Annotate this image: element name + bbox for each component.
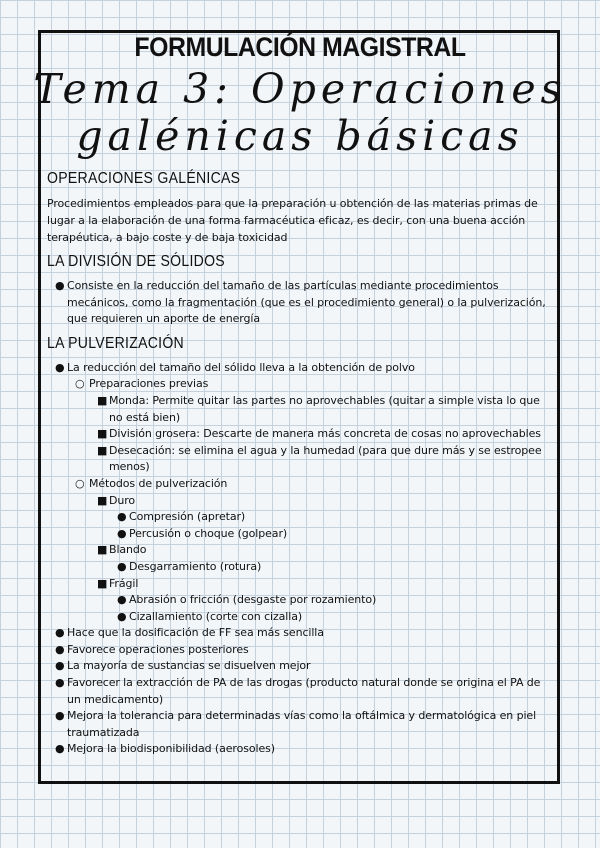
list-item: ○ Métodos de pulverización bbox=[47, 476, 552, 493]
course-title: FORMULACIÓN MAGISTRAL bbox=[134, 32, 466, 62]
section-operaciones-galenicas bbox=[47, 167, 552, 246]
bullet-disc-icon: ● bbox=[55, 642, 65, 656]
list-item: ■ División grosera: Descarte de manera más concreta de cosas no aprovechables bbox=[47, 426, 552, 443]
list-item: ● La reducción del tamaño del sólido lleva a la obtención de polvo bbox=[47, 360, 552, 377]
list-item: ● La mayoría de sustancias se disuelven mejor bbox=[47, 658, 552, 675]
section-division-solidos bbox=[47, 250, 552, 328]
list-item: ● Cizallamiento (corte con cizalla) bbox=[47, 609, 552, 626]
bullet-square-icon: ■ bbox=[97, 543, 108, 557]
list-item: ● Compresión (apretar) bbox=[47, 509, 552, 526]
topic-title-line-2: galénicas básicas bbox=[76, 112, 524, 160]
list-item: ● Desgarramiento (rotura) bbox=[47, 559, 552, 576]
list-item: ■ Desecación: se elimina el agua y la humedad (para que dure más y se estropee menos) bbox=[97, 443, 542, 474]
bullet-disc-icon: ● bbox=[55, 626, 65, 640]
list-item: ● Favorecer la extracción de PA de las drogas (producto natural donde se origina el PA de un medicamento) bbox=[55, 676, 541, 706]
section-pulverizacion bbox=[47, 332, 552, 758]
list-item: ● Consiste en la reducción del tamaño de las partículas mediante procedimientos mecánicos, como la fragmentación (que es el procedimiento general) o la pulverización, que requieren un aporte de energía bbox=[55, 279, 546, 326]
bullet-disc-icon: ● bbox=[55, 279, 65, 292]
bullet-disc-icon: ● bbox=[55, 709, 65, 723]
bullet-list bbox=[47, 360, 552, 758]
list-item: ● Hace que la dosificación de FF sea más sencilla bbox=[47, 625, 552, 642]
bullet-square-icon: ■ bbox=[97, 493, 108, 507]
section-heading: OPERACIONES GALÉNICAS bbox=[47, 170, 241, 187]
bullet-disc-icon: ● bbox=[117, 559, 127, 573]
section-heading: LA DIVISIÓN DE SÓLIDOS bbox=[47, 253, 225, 270]
definition-paragraph: Procedimientos empleados para que la preparación u obtención de las materias primas de lugar a la elaboración de una forma farmacéutica eficaz, es decir, con una buena acción terapéutica, a bajo coste y de baja toxicidad bbox=[47, 197, 538, 244]
bullet-disc-icon: ● bbox=[117, 593, 127, 607]
bullet-square-icon: ■ bbox=[97, 393, 108, 407]
bullet-disc-icon: ● bbox=[117, 609, 127, 623]
section-heading: LA PULVERIZACIÓN bbox=[47, 334, 184, 352]
topic-title-line-1: Tema 3: Operaciones bbox=[33, 65, 567, 113]
list-item: ■ Blando bbox=[47, 542, 552, 559]
list-item: ● Abrasión o fricción (desgaste por rozamiento) bbox=[47, 592, 552, 609]
bullet-disc-icon: ● bbox=[117, 510, 127, 524]
list-item: ■ Monda: Permite quitar las partes no aprovechables (quitar a simple vista lo que no está bien) bbox=[97, 393, 540, 424]
list-item: ■ Frágil bbox=[47, 576, 552, 593]
bullet-disc-icon: ● bbox=[55, 676, 65, 690]
bullet-circle-icon: ○ bbox=[75, 377, 85, 391]
bullet-list bbox=[47, 278, 552, 328]
list-item: ● Favorece operaciones posteriores bbox=[47, 642, 552, 659]
list-item: ■ Duro bbox=[47, 493, 552, 510]
list-item: ● Percusión o choque (golpear) bbox=[47, 526, 552, 543]
bullet-square-icon: ■ bbox=[97, 443, 108, 457]
list-item: ● Mejora la biodisponibilidad (aerosoles) bbox=[47, 741, 552, 758]
bullet-square-icon: ■ bbox=[97, 427, 108, 441]
bullet-disc-icon: ● bbox=[55, 659, 65, 673]
notes-content bbox=[47, 163, 552, 758]
bullet-disc-icon: ● bbox=[117, 526, 127, 540]
bullet-disc-icon: ● bbox=[55, 360, 65, 374]
bullet-circle-icon: ○ bbox=[75, 476, 85, 490]
list-item: ● Mejora la tolerancia para determinadas vías como la oftálmica y dermatológica en piel traumatizada bbox=[55, 709, 537, 739]
bullet-square-icon: ■ bbox=[97, 576, 108, 590]
list-item: ○ Preparaciones previas bbox=[47, 376, 552, 393]
bullet-disc-icon: ● bbox=[55, 742, 65, 756]
